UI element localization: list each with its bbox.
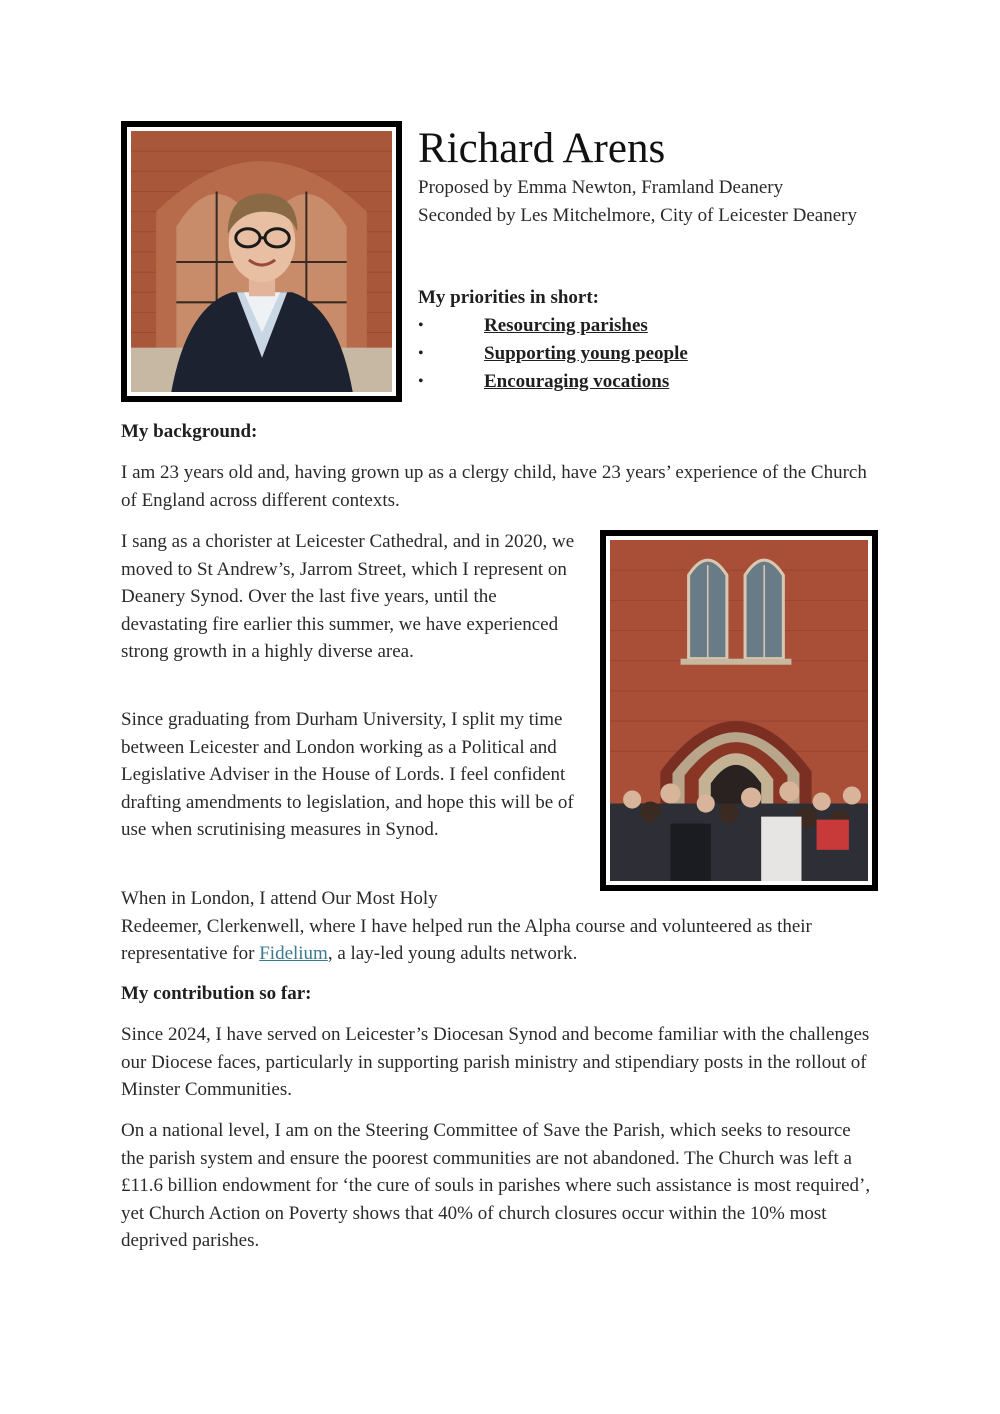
bullet-icon: • xyxy=(418,373,424,390)
seconded-by: Seconded by Les Mitchelmore, City of Leicester Deanery xyxy=(418,205,857,226)
church-photo xyxy=(610,540,868,881)
contribution-heading: My contribution so far: xyxy=(121,983,312,1004)
background-paragraph-1: I am 23 years old and, having grown up as a clergy child, have 23 years’ experience of the Church of England across different contexts. xyxy=(121,462,867,511)
church-photo-frame xyxy=(600,530,878,891)
bullet-icon: • xyxy=(418,317,424,334)
portrait-photo xyxy=(131,131,392,392)
paragraph-line: When in London, I attend Our Most Holy xyxy=(121,888,438,909)
proposer-block xyxy=(418,174,878,230)
priorities-list xyxy=(418,312,688,396)
background-heading: My background: xyxy=(121,421,258,442)
paragraph-text: Redeemer, Clerkenwell, where I have helped run the Alpha course and volunteered as their representative for xyxy=(121,915,812,965)
proposed-by: Proposed by Emma Newton, Framland Deanery xyxy=(418,177,784,198)
contribution-paragraph-2: On a national level, I am on the Steering Committee of Save the Parish, which seeks to resource the parish system and ensure the poorest communities are not abandoned. The Church was left a £11.6 billion endowment for ‘the cure of souls in parishes where such assistance is most required’, yet Church Action on Poverty shows that 40% of church closures occur within the 10% most deprived parishes. xyxy=(121,1120,871,1252)
priority-item xyxy=(418,340,688,368)
background-paragraph-2: I sang as a chorister at Leicester Cathedral, and in 2020, we moved to St Andrew’s, Jarrom Street, which I represent on Deanery Synod. Over the last five years, until the devastating fire earlier this summer, we have experienced strong growth in a highly diverse area. xyxy=(121,531,575,663)
contribution-paragraph-1: Since 2024, I have served on Leicester’s Diocesan Synod and become familiar with the challenges our Diocese faces, particularly in supporting parish ministry and stipendiary posts in the rollout of Minster Communities. xyxy=(121,1024,870,1101)
priority-label: Supporting young people xyxy=(484,343,688,364)
portrait-photo-frame xyxy=(121,121,402,402)
priority-item xyxy=(418,368,688,396)
candidate-name: Richard Arens xyxy=(418,125,666,172)
bullet-icon: • xyxy=(418,345,424,362)
fidelium-link[interactable]: Fidelium xyxy=(259,943,328,965)
background-paragraph-3: Since graduating from Durham University, I split my time between Leicester and London working as a Political and Legislative Adviser in the House of Lords. I feel confident drafting amendments to legislation, and hope this will be of use when scrutinising measures in Synod. xyxy=(121,709,574,841)
priority-item xyxy=(418,312,688,340)
priority-label: Resourcing parishes xyxy=(484,315,648,336)
priority-label: Encouraging vocations xyxy=(484,371,670,392)
paragraph-text: , a lay-led young adults network. xyxy=(327,943,578,965)
priorities-heading: My priorities in short: xyxy=(418,287,600,308)
background-paragraph-4 xyxy=(121,885,871,968)
